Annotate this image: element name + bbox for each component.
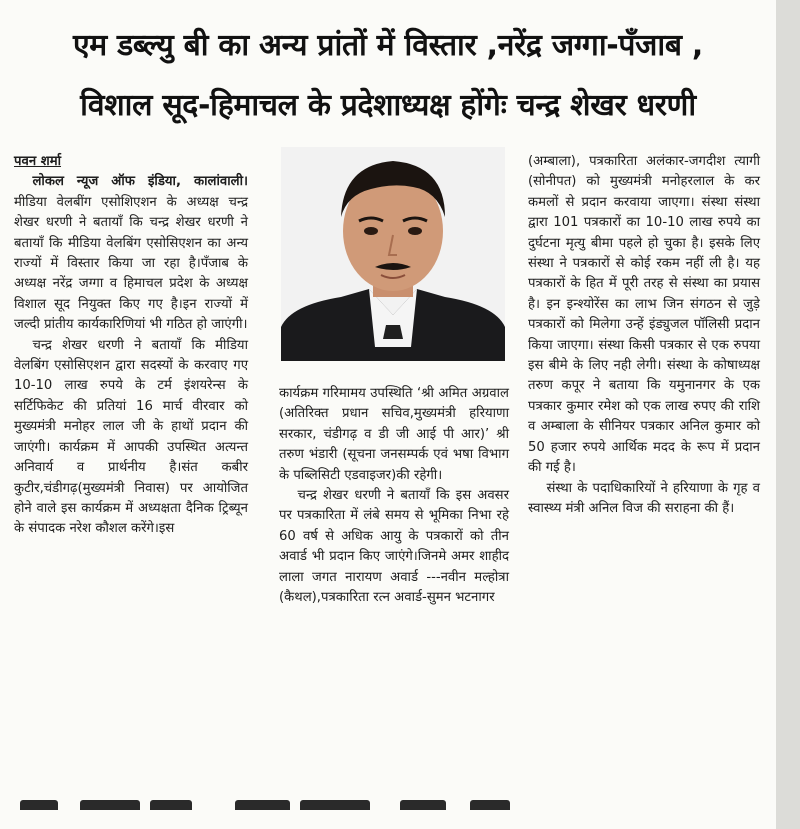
byline: पवन शर्मा	[14, 154, 62, 169]
portrait-photo	[281, 147, 505, 361]
headline-line-2: विशाल सूद-हिमाचल के प्रदेशाध्यक्ष होंगेः चन्द्र शेखर धरणी	[80, 88, 696, 123]
column-2-paragraph-2: चन्द्र शेखर धरणी ने बतायाँ कि इस अवसर पर पत्रकारिता में लंबे समय से भूमिका निभा रहे 60 वर्ष से अधिक आयु के पत्रकारों को तीन अवार्ड भी प्रदान किए जाएंगे।जिनमे अमर शाहीद लाला जगत नारायण अवार्ड ---नवीन मल्होत्रा (कैथल),पत्रकारिता रत्न अवार्ड-सुमन भटनागर	[279, 488, 509, 606]
headline-line-1: एम डब्ल्यु बी का अन्य प्रांतों में विस्तार ,नरेंद्र जग्गा-पँजाब ,	[73, 28, 703, 63]
column-1-paragraph-2: चन्द्र शेखर धरणी ने बतायाँ कि मीडिया वेलबिंग एसोसिएशन द्वारा सदस्यों के करवाए गए 10-10 लाख रुपये के टर्म इंशयरेन्स के सर्टिफिकेट की प्रतियां 16 मार्च वीरवार को मुख्यमंत्री मनोहर लाल जी के हाथों प्रदान की जाएंगी। कार्यक्रम में आपकी उपस्थित अत्यन्त अनिवार्य व प्रार्थनीय है।संत कबीर कुटीर,चंडीगढ़(मुख्यमंत्री निवास) पर आयोजित होने वाले इस कार्यक्रम में अध्यक्षता दैनिक ट्रिब्यून के संपादक नरेश कौशल करेंगे।इस	[14, 337, 248, 537]
column-1-paragraph-1	[14, 172, 248, 335]
dateline: लोकल न्यूज ऑफ इंडिया, कालांवाली।	[32, 174, 248, 190]
column-3-paragraph-1: (अम्बाला), पत्रकारिता अलंकार-जगदीश त्यागी (सोनीपत) को मुख्यमंत्री मनोहरलाल के कर कमलों से प्रदान करवाया जाएगा। संस्था संस्था द्वारा 101 पत्रकारों का 10-10 लाख रुपये का दुर्घटना मृत्यु बीमा पहले हो चुका है। इसके लिए संस्था ने पत्रकारों से कोई रकम नहीं ली है। यह पत्रकारों के हित में पूरी तरह से संस्था का प्रयास है। इन इन्श्योरेंस का लाभ जिन संगठन से जुड़े पत्रकारों को मिलेगा उन्हें इंड्युजल पॉलिसी प्रदान किया जाएगा। संस्था किसी पत्रकार से एक रुपया इस बीमे के लिए नही लेगी। संस्था के कोषाध्यक्ष तरुण कपूर ने बताया कि यमुनानगर के एक पत्रकार कुमार रमेश को एक लाख रुपए की राशि व अम्बाला के सीनियर पत्रकार अनिल कुमार को 50 हजार रुपये आर्थिक मदद के रूप में प्रदान की गई है।	[528, 154, 760, 476]
column-1-paragraph-1-text: मीडिया वेलबींग एसोशिएशन के अध्यक्ष चन्द्र शेखर धरणी ने बतायाँ कि चन्द्र शेखर धरणी ने बतायाँ कि मीडिया वेलबिंग एसोसिएशन का अन्य राज्यों में विस्तार किया जा रहा है।पँजाब के अध्यक्ष नरेंद्र जग्गा व हिमाचल प्रदेश के अध्यक्ष विशाल सूद नियुक्त किए गए है।इन राज्यों में जल्दी प्रांतीय कार्यकारिणियां भी गठित हो जाएंगी।	[14, 194, 248, 333]
article-column-1	[14, 152, 248, 540]
column-2-paragraph-1: कार्यक्रम गरिमामय उपस्थिति ‘श्री अमित अग्रवाल (अतिरिक्त प्रधान सचिव,मुख्यमंत्री हरियाणा सरकार, चंडीगढ़ व डी जी आई पी आर)’ श्री तरुण भंडारी (सूचना जनसम्पर्क एवं भषा विभाग के पब्लिसिटी एडवाइजर)की रहेगी।	[279, 386, 509, 483]
article-column-3	[528, 152, 760, 519]
portrait-illustration	[281, 147, 505, 361]
page-edge-shadow	[776, 0, 800, 829]
column-3-paragraph-2: संस्था के पदाधिकारियों ने हरियाणा के गृह व स्वास्थ्य मंत्री अनिल विज की सराहना की हैं।	[528, 480, 760, 516]
cut-off-next-headline	[0, 800, 776, 829]
article-column-2	[279, 384, 509, 608]
